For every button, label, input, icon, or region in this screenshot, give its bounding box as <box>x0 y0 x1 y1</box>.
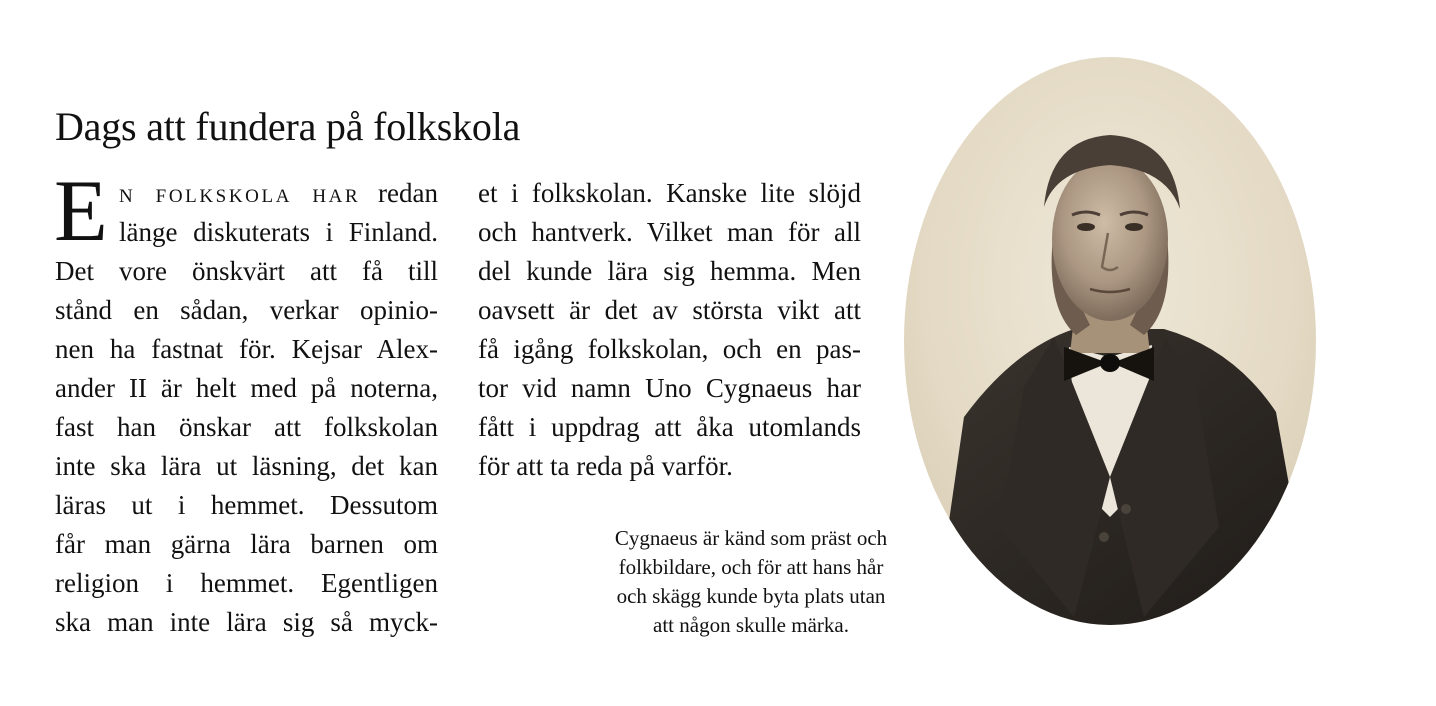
text-line: länge diskuterats i Finland. <box>119 217 438 247</box>
text-line: ander II är helt med på noterna, <box>55 373 438 403</box>
text-line: fått i uppdrag att åka utomlands <box>478 412 861 442</box>
drop-cap: E <box>54 163 108 260</box>
text-line: tor vid namn Uno Cygnaeus har <box>478 373 861 403</box>
lead-smallcaps: n folkskola har <box>119 178 361 208</box>
text-line: nen ha fastnat för. Kejsar Alex- <box>55 334 438 364</box>
caption-line: att någon skulle märka. <box>653 613 849 637</box>
text-line: för att ta reda på varför. <box>478 451 733 481</box>
text-line: läras ut i hemmet. Dessutom <box>55 490 438 520</box>
text-line: oavsett är det av största vikt att <box>478 295 861 325</box>
figure-caption <box>572 524 930 640</box>
caption-line: och skägg kunde byta plats utan <box>616 584 886 608</box>
text-line: et i folkskolan. Kanske lite slöjd <box>478 178 861 208</box>
text-line: och hantverk. Vilket man för all <box>478 217 861 247</box>
portrait-photo <box>904 57 1316 625</box>
text-line: få igång folkskolan, och en pas- <box>478 334 861 364</box>
caption-line: folkbildare, och för att hans hår <box>618 555 884 579</box>
text-line: ska man inte lära sig så myck- <box>55 607 438 637</box>
lead-rest: redan <box>360 178 438 208</box>
text-line: inte ska lära ut läsning, det kan <box>55 451 438 481</box>
caption-line: Cygnaeus är känd som präst och <box>614 526 888 550</box>
text-line: får man gärna lära barnen om <box>55 529 438 559</box>
left-column <box>54 163 438 642</box>
text-line: stånd en sådan, verkar opinio- <box>55 295 438 325</box>
article-title: Dags att fundera på folkskola <box>55 104 521 149</box>
text-line: Det vore önskvärt att få till <box>55 256 438 286</box>
right-column <box>478 174 861 486</box>
text-line: religion i hemmet. Egentligen <box>55 568 438 598</box>
text-line: fast han önskar att folkskolan <box>55 412 438 442</box>
text-line: del kunde lära sig hemma. Men <box>478 256 861 286</box>
lead-line <box>55 174 438 213</box>
